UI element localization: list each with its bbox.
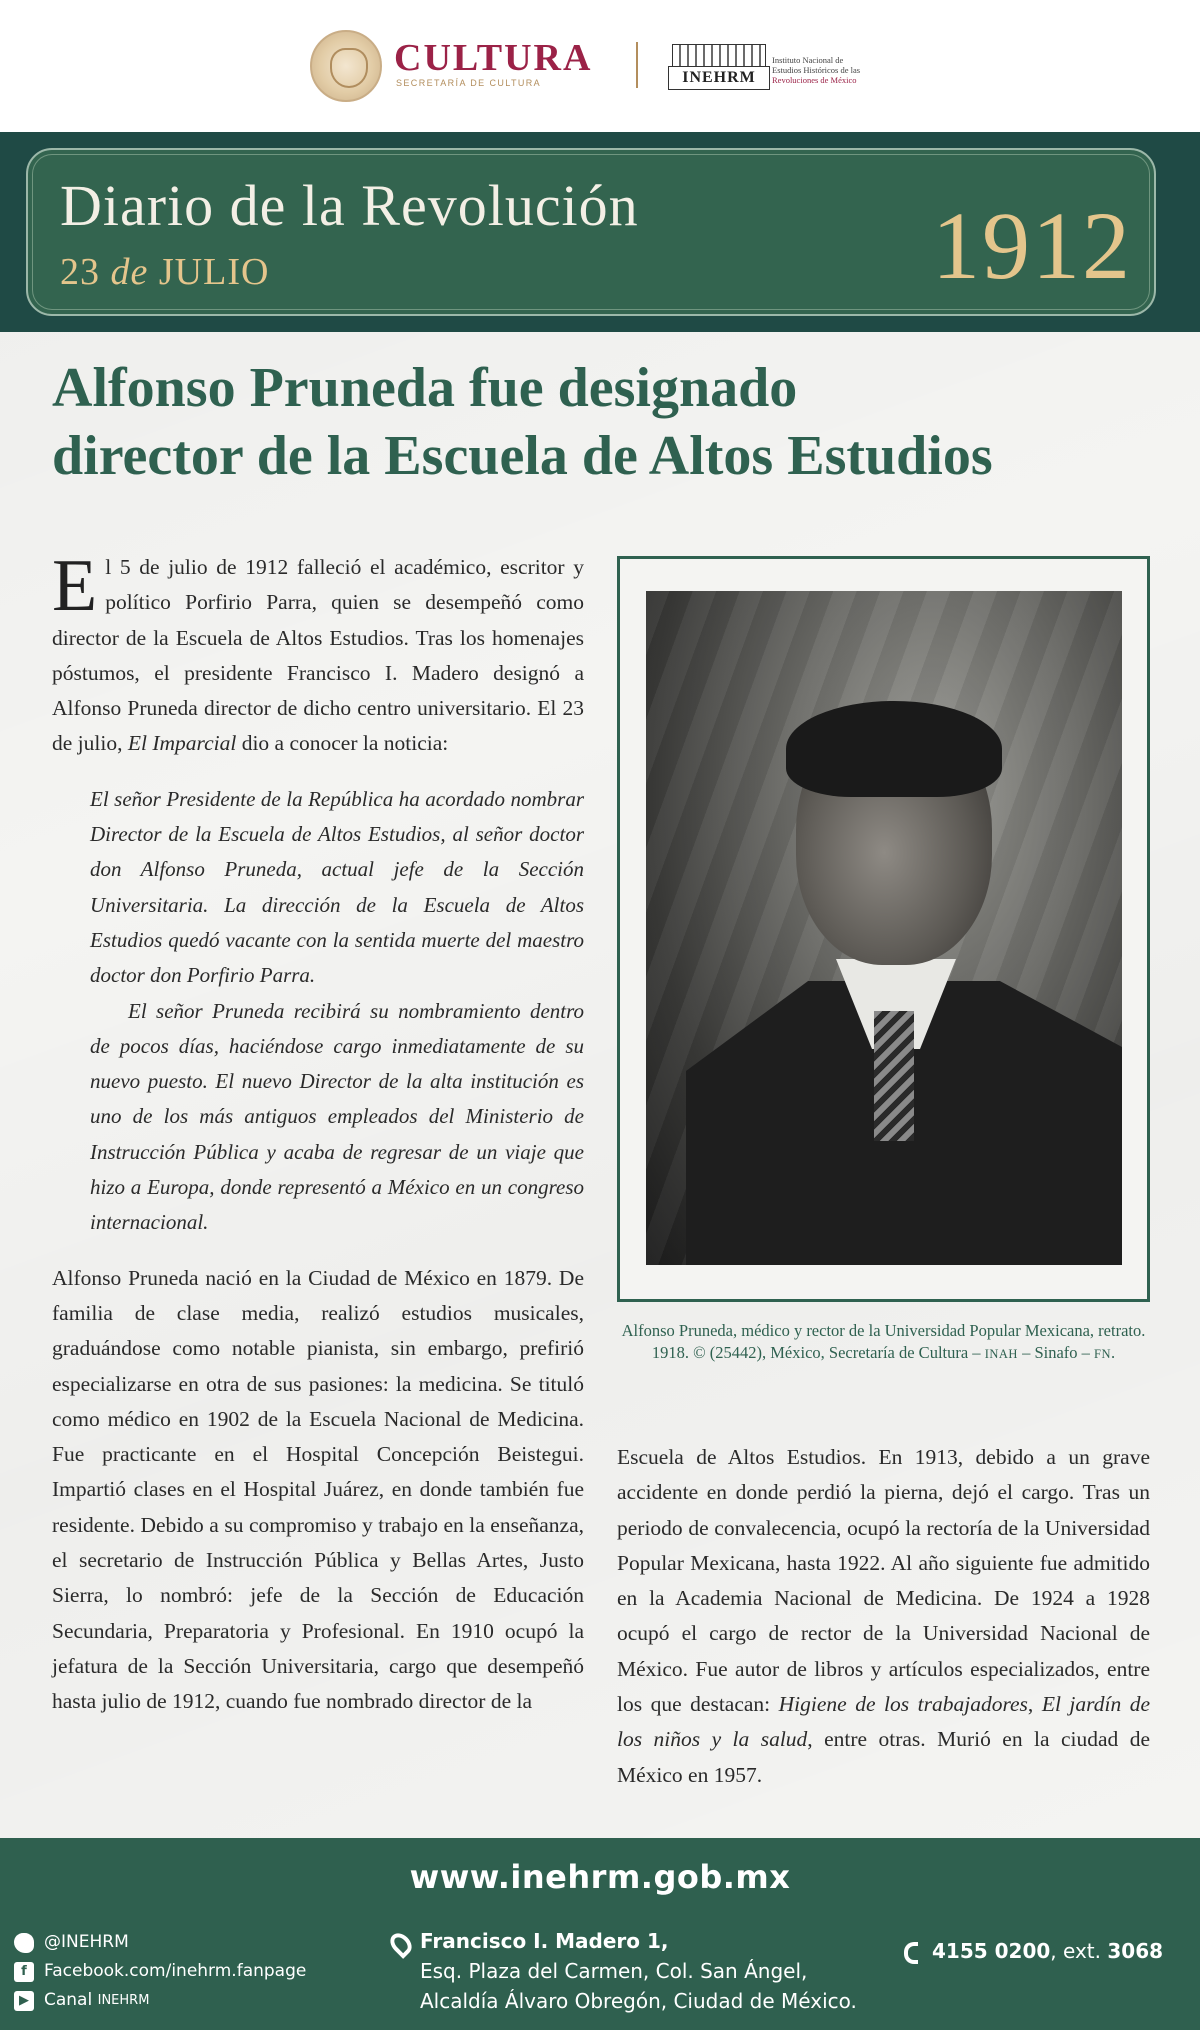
logo-divider xyxy=(636,42,638,88)
phone-contact[interactable] xyxy=(904,1936,1163,1966)
header-logos xyxy=(0,0,1200,132)
diario-title: Diario de la Revolución xyxy=(60,173,639,238)
facebook-icon: f xyxy=(14,1962,34,1982)
inehrm-name-line-1: Instituto Nacional de xyxy=(772,55,844,65)
phone-icon xyxy=(904,1942,918,1964)
photo-caption xyxy=(617,1320,1150,1365)
caption-text: Alfonso Pruneda, médico y rector de la Universidad Popular Mexicana, retrato. 1918. © (25442), México, Secretaría de Cultura – xyxy=(621,1321,1146,1362)
caption-fn: FN xyxy=(1094,1347,1112,1361)
twitter-icon xyxy=(14,1933,34,1953)
inehrm-name-line-3: Revoluciones de México xyxy=(772,75,857,85)
book-title-3: la salud xyxy=(732,1727,808,1752)
portrait-frame xyxy=(617,556,1150,1302)
diario-year: 1912 xyxy=(932,192,1132,299)
block-quote xyxy=(90,782,584,1241)
bio-paragraph-left: Alfonso Pruneda nació en la Ciudad de México en 1879. De familia de clase media, realizó estudios musicales, graduándose como notable pianista, sin embargo, prefirió especializarse en otra de sus pasiones: la medicina. Se tituló como médico en 1902 de la Escuela Nacional de Medicina. Fue practicante en el Hospital Concepción Beistegui. Impartió clases en el Hospital Juárez, en donde también fue residente. Debido a su compromiso y trabajo en la enseñanza, el secretario de Instrucción Pública y Bellas Artes, Justo Sierra, lo nombró: jefe de la Sección de Educación Secundaria, Preparatoria y Profesional. En 1910 ocupó la jefatura de la Sección Universitaria, cargo que desempeñó hasta julio de 1912, cuando fue nombrado director de la xyxy=(52,1265,584,1714)
ext-label: , ext. xyxy=(1050,1939,1101,1963)
article-headline xyxy=(52,354,1162,490)
intro-paragraph xyxy=(52,545,584,762)
phone-number: 4155 0200 xyxy=(932,1939,1051,1963)
cultura-logo-subtitle: SECRETARÍA DE CULTURA xyxy=(396,78,542,88)
portrait-photo xyxy=(646,591,1122,1265)
facebook-handle: Facebook.com/inehrm.fanpage xyxy=(44,1961,307,1981)
location-pin-icon xyxy=(386,1929,416,1959)
caption-inah: INAH xyxy=(984,1347,1018,1361)
left-column xyxy=(52,545,584,1720)
date-de: de xyxy=(110,251,149,293)
diario-banner xyxy=(0,132,1200,332)
headline-line-2: director de la Escuela de Altos Estudios xyxy=(52,425,993,487)
youtube-label-a: Canal xyxy=(44,1990,93,2010)
intro-text-b: dio a conocer la noticia: xyxy=(241,731,449,756)
book-title-2: El jardín de los niños xyxy=(617,1692,1150,1752)
date-month: JULIO xyxy=(158,251,270,293)
quote-paragraph-1: El señor Presidente de la República ha acordado nombrar Director de la Escuela de Altos Estudios, al señor doctor don Alfonso Pruneda, actual jefe de la Sección Universitaria. La dirección de la Escuela de Altos Estudios quedó vacante con la sentida muerte del maestro doctor don Porfirio Parra. xyxy=(90,786,584,988)
quote-paragraph-2: El señor Pruneda recibirá su nombramiento dentro de pocos días, haciéndose cargo inmediatamente de su nuevo puesto. El nuevo Director de la alta institución es uno de los más antiguos empleados del Ministerio de Instrucción Pública y acaba de regresar de un viaje que hizo a Europa, donde representó a México en un congreso internacional. xyxy=(90,998,584,1235)
caption-mid: – Sinafo – xyxy=(1022,1343,1090,1362)
book-title-1: Higiene de los trabajadores xyxy=(778,1692,1028,1717)
twitter-link[interactable] xyxy=(14,1928,306,1957)
newspaper-name: El Imparcial xyxy=(127,731,237,756)
diario-date xyxy=(60,250,269,294)
headline-line-1: Alfonso Pruneda fue designado xyxy=(52,357,798,419)
phone-ext: 3068 xyxy=(1107,1939,1164,1963)
bio-paragraph-right xyxy=(617,1440,1150,1793)
website-link[interactable]: www.inehrm.gob.mx xyxy=(409,1858,791,1896)
article-content xyxy=(0,332,1200,1838)
inehrm-name-line-2: Estudios Históricos de las xyxy=(772,65,861,75)
address-line-3: Alcaldía Álvaro Obregón, Ciudad de México. xyxy=(420,1989,857,2013)
word-y: y xyxy=(711,1727,722,1752)
comma: , xyxy=(1027,1692,1034,1717)
banner-card xyxy=(26,148,1156,316)
address-line-2: Esq. Plaza del Carmen, Col. San Ángel, xyxy=(420,1959,808,1983)
youtube-icon: ▶ xyxy=(14,1991,34,2011)
caption-end: . xyxy=(1111,1343,1116,1362)
footer xyxy=(0,1838,1200,2030)
bio-right-text-a: Escuela de Altos Estudios. En 1913, debido a un grave accidente en donde perdió la pierna, dejó el cargo. Tras un periodo de convalecencia, ocupó la rectoría de la Universidad Popular Mexicana, hasta 1922. Al año siguiente fue admitido en la Academia Nacional de Medicina. De 1924 a 1928 ocupó el cargo de rector de la Universidad Nacional de México. Fue autor de libros y artículos especializados, entre los que destacan: xyxy=(617,1445,1150,1717)
address-line-1: Francisco I. Madero 1, xyxy=(420,1929,669,1953)
social-links xyxy=(14,1928,306,2015)
date-day: 23 xyxy=(60,251,100,293)
twitter-handle: @INEHRM xyxy=(44,1932,129,1952)
bio-right-text-b: , entre otras. Murió en la ciudad de México en 1957. xyxy=(617,1727,1151,1787)
drop-cap: E xyxy=(52,545,98,627)
cultura-logo-title: CULTURA xyxy=(394,37,593,79)
facebook-link[interactable] xyxy=(14,1957,306,1986)
right-column xyxy=(617,1440,1150,1793)
intro-text-a: l 5 de julio de 1912 falleció el académico, escritor y político Porfirio Parra, quien se desempeñó como director de la Escuela de Altos Estudios. Tras los homenajes póstumos, el presidente Francisco I. Madero designó a Alfonso Pruneda director de dicho centro universitario. El 23 de julio, xyxy=(52,555,584,756)
seal-icon xyxy=(310,30,382,102)
inehrm-logo-mark: INEHRM xyxy=(668,66,770,90)
inehrm-logo-name xyxy=(772,55,902,85)
youtube-label-b: INEHRM xyxy=(97,1993,150,2008)
address xyxy=(392,1926,857,2016)
youtube-link[interactable] xyxy=(14,1986,306,2015)
